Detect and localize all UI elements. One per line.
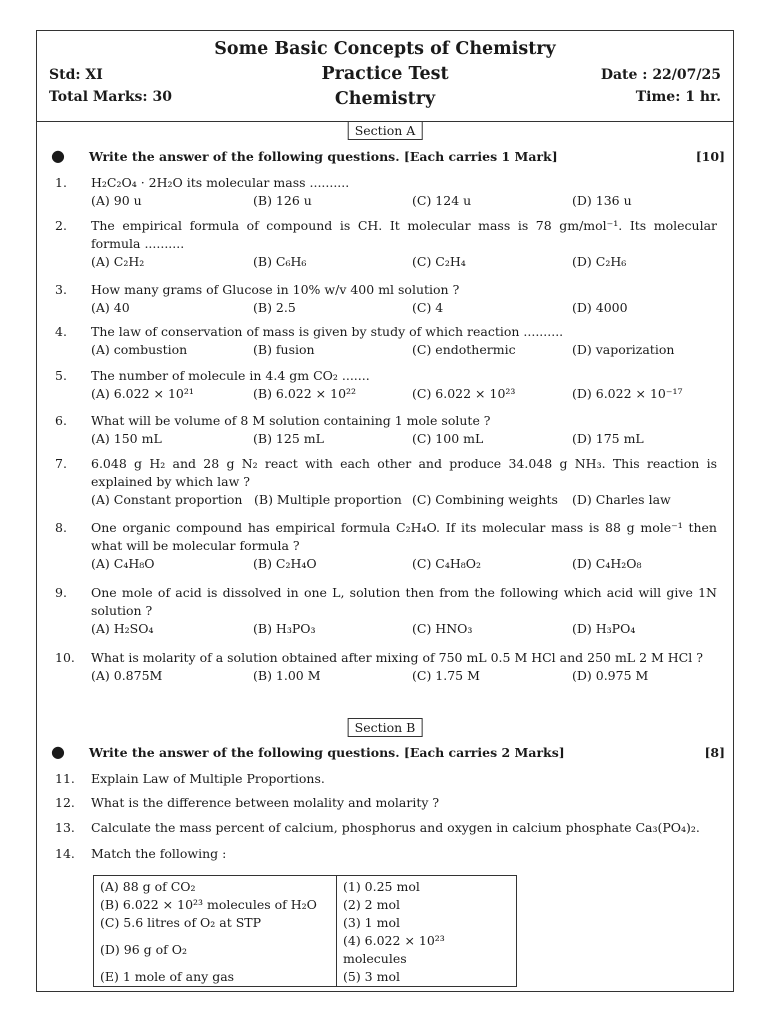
option-d: (D) H₃PO₄ — [572, 621, 636, 636]
question-number: 1. — [55, 175, 67, 190]
option-a: (A) C₂H₂ — [91, 254, 145, 269]
option-b: (B) C₆H₆ — [253, 254, 307, 269]
question-number: 14. — [55, 846, 75, 861]
match-right-cell: (3) 1 mol — [337, 914, 517, 932]
question-text: Calculate the mass percent of calcium, phosphorus and oxygen in calcium phosphate Ca₃(PO₄)₂. — [91, 820, 700, 835]
table-row — [94, 914, 517, 932]
option-d: (D) C₂H₆ — [572, 254, 627, 269]
question-number: 6. — [55, 413, 67, 428]
option-b: (B) H₃PO₃ — [253, 621, 316, 636]
section-b-label: Section B — [348, 718, 423, 737]
question-text: 6.048 g H₂ and 28 g N₂ react with each other and produce 34.048 g NH₃. This reaction is explained by which law ? — [91, 456, 717, 489]
option-c: (C) 6.022 × 10²³ — [412, 386, 516, 401]
question-number: 7. — [55, 456, 67, 471]
option-b: (B) fusion — [253, 342, 315, 357]
question-number: 10. — [55, 650, 75, 665]
option-c: (C) 124 u — [412, 193, 472, 208]
match-left-cell: (B) 6.022 × 10²³ molecules of H₂O — [94, 896, 337, 914]
question-number: 3. — [55, 282, 67, 297]
instruction-text: Write the answer of the following questions. [Each carries 1 Mark] — [89, 149, 558, 164]
test-name: Practice Test — [321, 64, 449, 84]
match-right-cell: (2) 2 mol — [337, 896, 517, 914]
section-marks: [8] — [704, 745, 725, 760]
question-text: One organic compound has empirical formula C₂H₄O. If its molecular mass is 88 g mole⁻¹ then what will be molecular formula ? — [91, 520, 717, 553]
option-a: (A) C₄H₈O — [91, 556, 155, 571]
bullet-icon: ● — [51, 146, 65, 165]
table-row — [94, 876, 517, 897]
option-c: (C) C₄H₈O₂ — [412, 556, 482, 571]
section-b-instruction — [37, 742, 733, 761]
total-marks: Total Marks: 30 — [49, 89, 172, 105]
option-d: (D) 136 u — [572, 193, 632, 208]
subject-name: Chemistry — [334, 89, 436, 109]
exam-page — [36, 30, 734, 992]
option-d: (D) 175 mL — [572, 431, 644, 446]
question-text: The number of molecule in 4.4 gm CO₂ ....... — [91, 368, 370, 383]
option-b: (B) 125 mL — [253, 431, 324, 446]
question-text: Explain Law of Multiple Proportions. — [91, 771, 325, 786]
option-a: (A) 6.022 × 10²¹ — [91, 386, 194, 401]
option-c: (C) 1.75 M — [412, 668, 480, 683]
match-table — [93, 875, 517, 987]
option-a: (A) 90 u — [91, 193, 142, 208]
question-text: H₂C₂O₄ · 2H₂O its molecular mass .......... — [91, 175, 350, 190]
option-b: (B) 126 u — [253, 193, 312, 208]
match-left-cell: (E) 1 mole of any gas — [94, 968, 337, 987]
table-row — [94, 968, 517, 987]
match-right-cell: (5) 3 mol — [337, 968, 517, 987]
question-text: The law of conservation of mass is given by study of which reaction .......... — [91, 324, 564, 339]
option-d: (D) 0.975 M — [572, 668, 649, 683]
option-d: (D) 6.022 × 10⁻¹⁷ — [572, 386, 683, 401]
match-left-cell: (C) 5.6 litres of O₂ at STP — [94, 914, 337, 932]
section-a-instruction — [37, 146, 733, 165]
option-c: (C) HNO₃ — [412, 621, 473, 636]
exam-time: Time: 1 hr. — [635, 89, 721, 105]
option-a: (A) 150 mL — [91, 431, 162, 446]
question-text: One mole of acid is dissolved in one L, solution then from the following which acid will give 1N solution ? — [91, 585, 717, 618]
option-c: (C) 100 mL — [412, 431, 484, 446]
question-text: The empirical formula of compound is CH. It molecular mass is 78 gm/mol⁻¹. Its molecular formula .......... — [91, 218, 717, 251]
question-number: 9. — [55, 585, 67, 600]
option-c: (C) endothermic — [412, 342, 516, 357]
option-a: (A) 40 — [91, 300, 130, 315]
std-label: Std: XI — [49, 67, 103, 83]
option-b: (B) 1.00 M — [253, 668, 321, 683]
option-a: (A) H₂SO₄ — [91, 621, 154, 636]
match-right-cell: (4) 6.022 × 10²³ molecules — [337, 932, 517, 968]
option-a: (A) combustion — [91, 342, 188, 357]
option-c: (C) Combining weights — [412, 492, 558, 507]
option-b: (B) C₂H₄O — [253, 556, 317, 571]
question-text: Match the following : — [91, 846, 227, 861]
option-b: (B) 6.022 × 10²² — [253, 386, 357, 401]
question-number: 5. — [55, 368, 67, 383]
table-row — [94, 932, 517, 968]
instruction-text: Write the answer of the following questions. [Each carries 2 Marks] — [89, 745, 565, 760]
match-left-cell: (A) 88 g of CO₂ — [94, 876, 337, 897]
option-b: (B) Multiple proportion — [254, 492, 402, 507]
question-number: 11. — [55, 771, 75, 786]
question-number: 2. — [55, 218, 67, 233]
question-number: 8. — [55, 520, 67, 535]
option-b: (B) 2.5 — [253, 300, 296, 315]
exam-date: Date : 22/07/25 — [600, 67, 721, 83]
table-row — [94, 896, 517, 914]
option-c: (C) C₂H₄ — [412, 254, 466, 269]
bullet-icon: ● — [51, 742, 65, 761]
option-a: (A) 0.875M — [91, 668, 163, 683]
exam-header — [37, 31, 733, 122]
question-number: 13. — [55, 820, 75, 835]
question-text: What will be volume of 8 M solution containing 1 mole solute ? — [91, 413, 491, 428]
section-marks: [10] — [695, 149, 725, 164]
option-d: (D) vaporization — [572, 342, 675, 357]
question-text: What is molarity of a solution obtained after mixing of 750 mL 0.5 M HCl and 250 mL 2 M HCl ? — [91, 650, 703, 665]
section-a-label: Section A — [348, 121, 423, 140]
option-d: (D) 4000 — [572, 300, 628, 315]
match-right-cell: (1) 0.25 mol — [337, 876, 517, 897]
option-d: (D) Charles law — [572, 492, 671, 507]
match-left-cell: (D) 96 g of O₂ — [94, 932, 337, 968]
question-text: What is the difference between molality and molarity ? — [91, 795, 440, 810]
exam-title: Some Basic Concepts of Chemistry — [214, 39, 556, 59]
option-a: (A) Constant proportion — [91, 492, 243, 507]
option-d: (D) C₄H₂O₈ — [572, 556, 642, 571]
question-text: How many grams of Glucose in 10% w/v 400 ml solution ? — [91, 282, 460, 297]
option-c: (C) 4 — [412, 300, 444, 315]
question-number: 4. — [55, 324, 67, 339]
question-number: 12. — [55, 795, 75, 810]
